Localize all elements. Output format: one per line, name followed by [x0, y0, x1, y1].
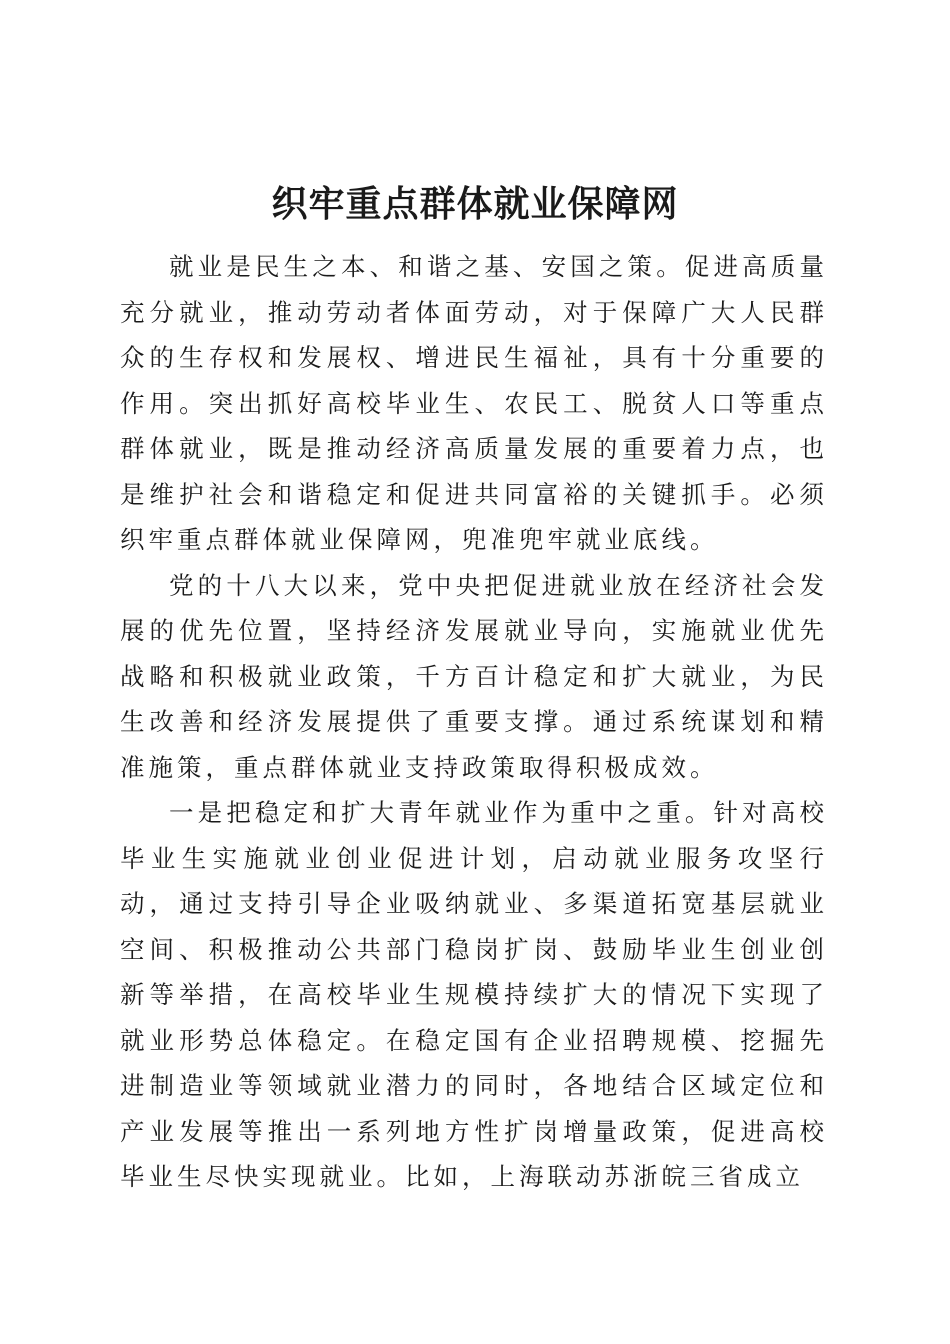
paragraph-3: 一是把稳定和扩大青年就业作为重中之重。针对高校毕业生实施就业创业促进计划，启动就业服务攻坚行动，通过支持引导企业吸纳就业、多渠道拓宽基层就业空间、积极推动公共部门稳岗扩岗、鼓励毕业生创业创新等举措，在高校毕业生规模持续扩大的情况下实现了就业形势总体稳定。在稳定国有企业招聘规模、挖掘先进制造业等领域就业潜力的同时，各地结合区域定位和产业发展等推出一系列地方性扩岗增量政策，促进高校毕业生尽快实现就业。比如，上海联动苏浙皖三省成立	[120, 798, 828, 1191]
document-title: 织牢重点群体就业保障网	[271, 183, 679, 225]
paragraph-1: 就业是民生之本、和谐之基、安国之策。促进高质量充分就业，推动劳动者体面劳动，对于保障广大人民群众的生存权和发展权、增进民生福祉，具有十分重要的作用。突出抓好高校毕业生、农民工、脱贫人口等重点群体就业，既是推动经济高质量发展的重要着力点，也是维护社会和谐稳定和促进共同富裕的关键抓手。必须织牢重点群体就业保障网，兜准兜牢就业底线。	[120, 252, 828, 554]
paragraph-2: 党的十八大以来，党中央把促进就业放在经济社会发展的优先位置，坚持经济发展就业导向，实施就业优先战略和积极就业政策，千方百计稳定和扩大就业，为民生改善和经济发展提供了重要支撑。通过系统谋划和精准施策，重点群体就业支持政策取得积极成效。	[120, 570, 828, 782]
document-body	[120, 244, 828, 1200]
